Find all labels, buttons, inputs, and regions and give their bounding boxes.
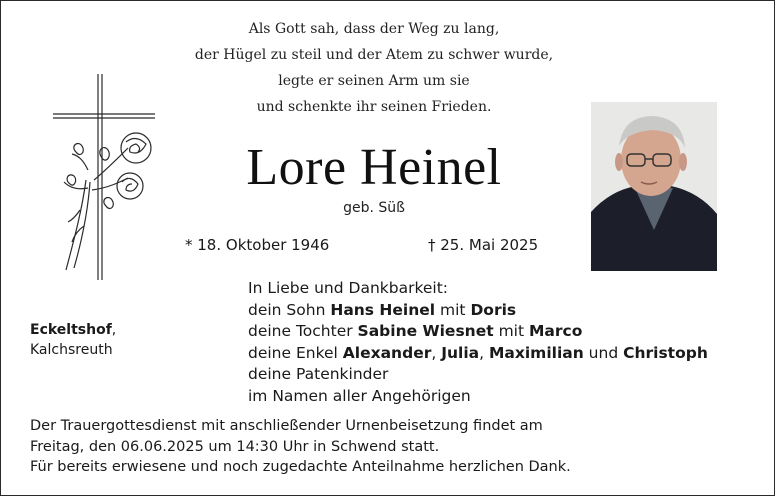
location-place: Eckeltshof (30, 322, 112, 338)
mourner-partner: Doris (470, 300, 517, 319)
cross-with-roses-icon (48, 70, 163, 285)
mourners-intro: In Liebe und Dankbarkeit: (248, 279, 449, 297)
poem-line: legte er seinen Arm um sie (278, 73, 470, 89)
poem-line: der Hügel zu steil und der Atem zu schwer wurde, (194, 47, 554, 63)
mourner-daughter (248, 321, 708, 343)
grandchild-name: Maximilian (488, 343, 584, 362)
poem-line: und schenkte ihr seinen Frieden. (256, 99, 492, 115)
location (30, 320, 116, 360)
portrait-photo (591, 102, 717, 271)
mourner-prefix: deine Tochter (248, 322, 358, 340)
grandchild-name: Alexander (342, 343, 432, 362)
grandchild-name: Christoph (623, 343, 708, 362)
service-notice (30, 416, 571, 478)
mourner-join: mit (435, 300, 471, 319)
birth-date: * 18. Oktober 1946 (185, 236, 330, 254)
mourner-godchildren: deine Patenkinder (248, 365, 389, 383)
mourner-prefix: dein Sohn (248, 300, 331, 319)
mourner-son (248, 300, 708, 322)
name-separator: , (431, 343, 442, 362)
maiden-name: geb. Süß (343, 200, 405, 216)
mourner-join: und (583, 343, 624, 362)
location-separator: , (111, 322, 117, 338)
death-date: † 25. Mai 2025 (428, 236, 539, 254)
location-town: Kalchsreuth (30, 342, 113, 358)
mourner-partner: Marco (528, 322, 583, 340)
mourners-list (248, 278, 708, 407)
footer-line: Für bereits erwiesene und noch zugedachte Anteilnahme herzlichen Dank. (30, 459, 571, 475)
mourner-join: mit (493, 322, 529, 340)
poem-line: Als Gott sah, dass der Weg zu lang, (248, 21, 500, 37)
mourner-name: Sabine Wiesnet (357, 322, 494, 340)
name-separator: , (479, 343, 489, 362)
mourner-prefix: deine Enkel (248, 343, 343, 362)
location-place-line (30, 320, 116, 340)
deceased-name: Lore Heinel (246, 139, 502, 196)
mourner-name: Hans Heinel (330, 300, 436, 319)
poem (174, 16, 574, 120)
grandchild-name: Julia (441, 343, 480, 362)
footer-line: Freitag, den 06.06.2025 um 14:30 Uhr in Schwend statt. (30, 438, 440, 455)
mourner-relatives: im Namen aller Angehörigen (248, 386, 471, 405)
mourner-grandchildren (248, 343, 708, 365)
footer-line: Der Trauergottesdienst mit anschließender Urnenbeisetzung findet am (30, 418, 543, 434)
